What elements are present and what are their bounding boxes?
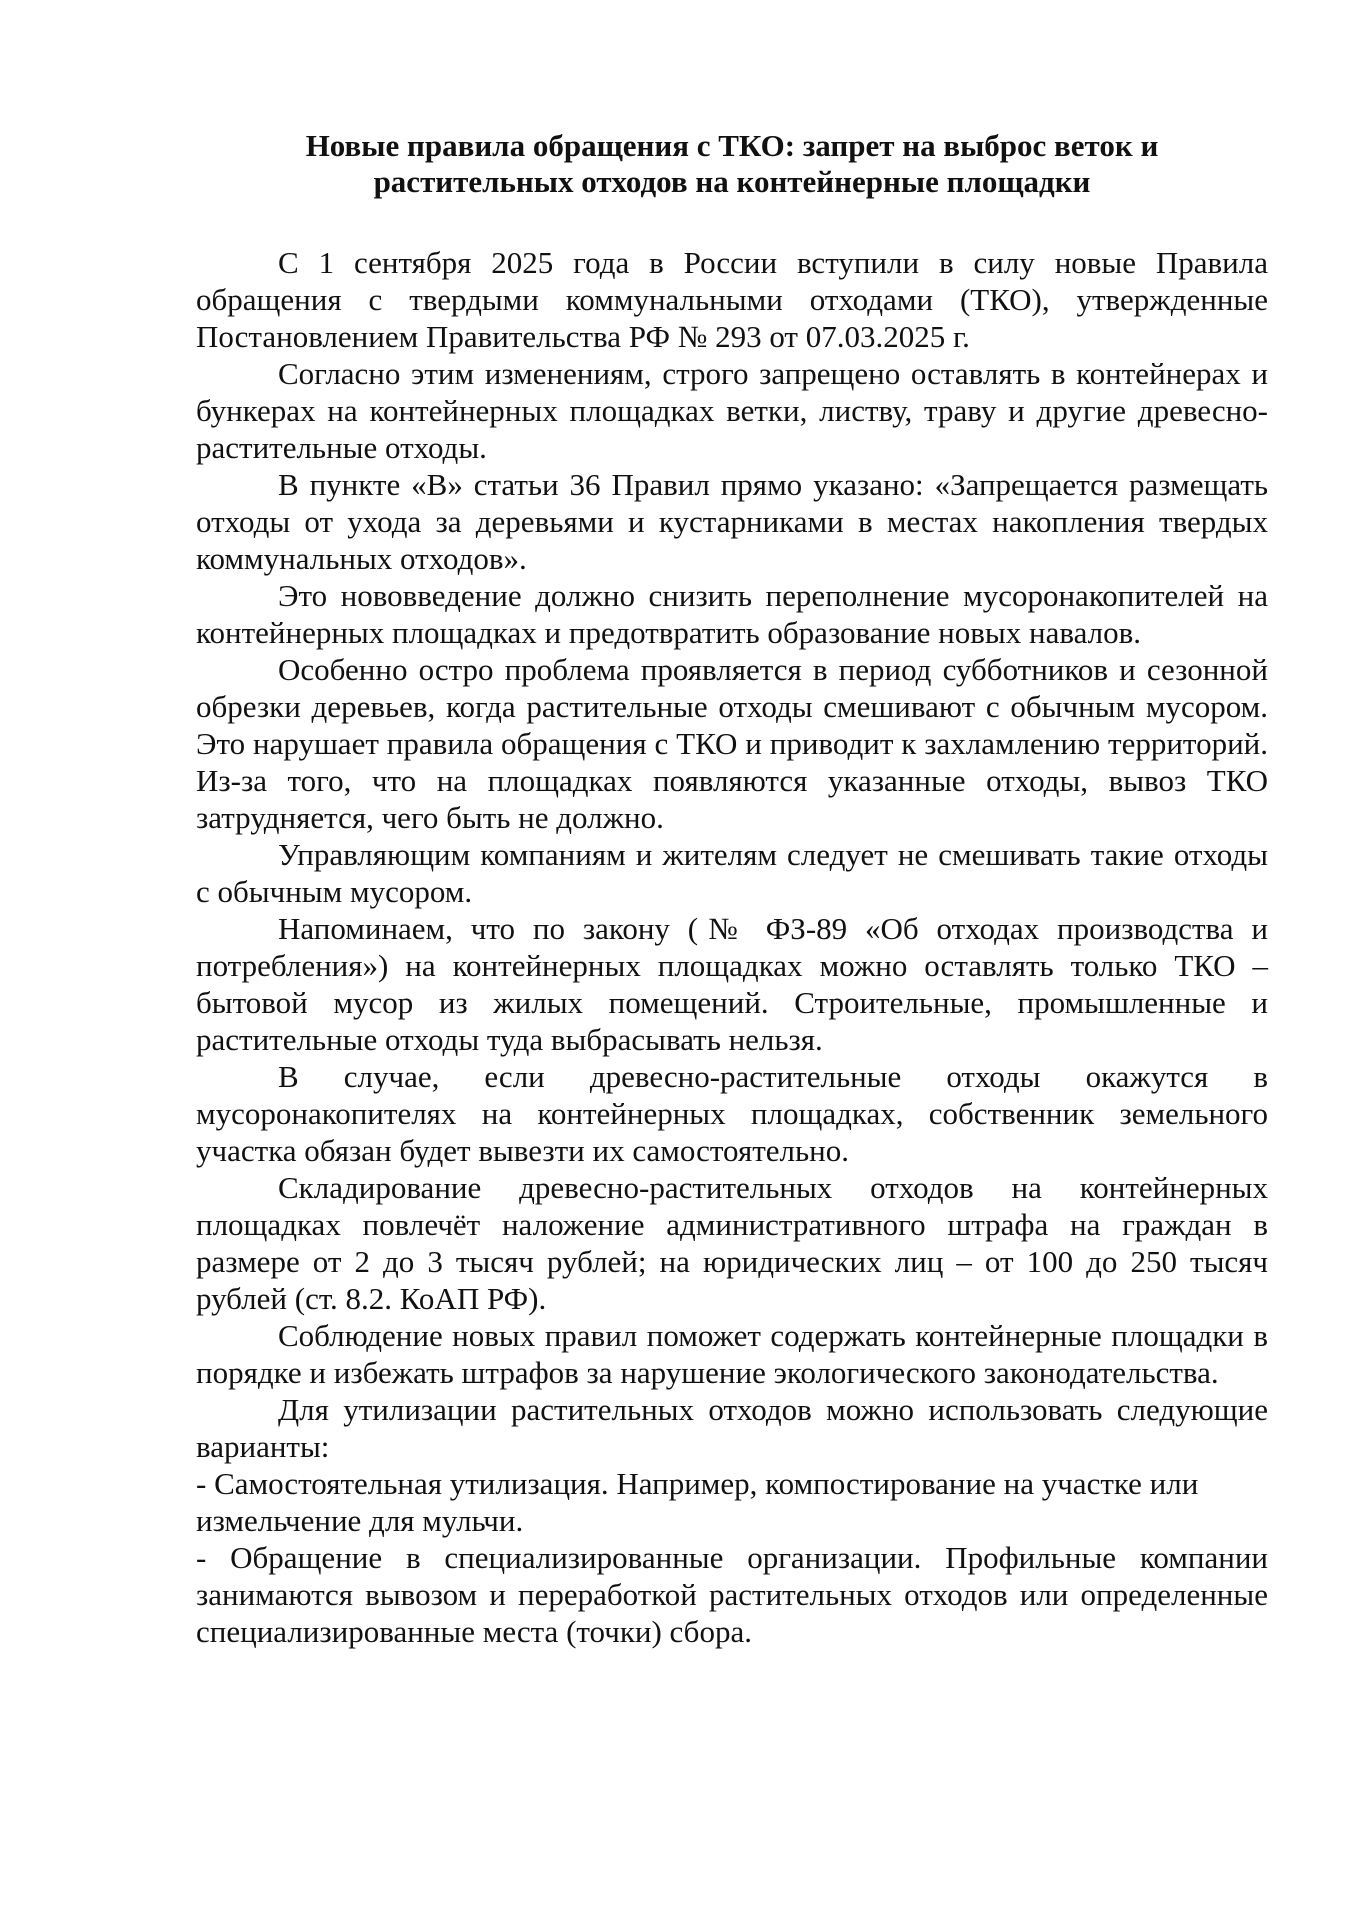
- paragraph-11: Для утилизации растительных отходов можно использовать следующие варианты:: [196, 1392, 1268, 1464]
- list-item-2: - Обращение в специализированные организации. Профильные компании занимаются вывозом и переработкой растительных отходов или определенные специализированные места (точки) сбора.: [196, 1540, 1268, 1649]
- paragraph-5: Особенно остро проблема проявляется в период субботников и сезонной обрезки деревьев, когда растительные отходы смешивают с обычным мусором. Это нарушает правила обращения с ТКО и приводит к захламлению территорий. Из-за того, что на площадках появляются указанные отходы, вывоз ТКО затрудняется, чего быть не должно.: [196, 652, 1268, 835]
- document-body: [196, 128, 1268, 1650]
- document-title: [196, 128, 1268, 200]
- paragraph-7: Напоминаем, что по закону (№ ФЗ-89 «Об отходах производства и потребления») на контейнерных площадках можно оставлять только ТКО – бытовой мусор из жилых помещений. Строительные, промышленные и растительные отходы туда выбрасывать нельзя.: [196, 911, 1268, 1057]
- paragraph-2: Согласно этим изменениям, строго запрещено оставлять в контейнерах и бункерах на контейнерных площадках ветки, листву, траву и другие древесно-растительные отходы.: [196, 356, 1268, 465]
- paragraph-6: Управляющим компаниям и жителям следует не смешивать такие отходы с обычным мусором.: [196, 837, 1268, 909]
- title-line-1: Новые правила обращения с ТКО: запрет на выброс веток и: [305, 128, 1159, 163]
- list-item-1: - Самостоятельная утилизация. Например, компостирование на участке или измельчение для мульчи.: [196, 1466, 1199, 1538]
- paragraph-10: Соблюдение новых правил поможет содержать контейнерные площадки в порядке и избежать штрафов за нарушение экологического законодательства.: [196, 1318, 1268, 1390]
- paragraph-3: В пункте «В» статьи 36 Правил прямо указано: «Запрещается размещать отходы от ухода за деревьями и кустарниками в местах накопления твердых коммунальных отходов».: [196, 467, 1268, 576]
- paragraph-4: Это нововведение должно снизить переполнение мусоронакопителей на контейнерных площадках и предотвратить образование новых навалов.: [196, 578, 1268, 650]
- title-line-2: растительных отходов на контейнерные площадки: [373, 164, 1091, 199]
- paragraph-8: В случае, если древесно-растительные отходы окажутся в мусоронакопителях на контейнерных площадках, собственник земельного участка обязан будет вывезти их самостоятельно.: [196, 1059, 1268, 1168]
- paragraph-9: Складирование древесно-растительных отходов на контейнерных площадках повлечёт наложение административного штрафа на граждан в размере от 2 до 3 тысяч рублей; на юридических лиц – от 100 до 250 тысяч рублей (ст. 8.2. КоАП РФ).: [196, 1170, 1268, 1316]
- paragraph-1: С 1 сентября 2025 года в России вступили в силу новые Правила обращения с твердыми коммунальными отходами (ТКО), утвержденные Постановлением Правительства РФ № 293 от 07.03.2025 г.: [196, 245, 1268, 354]
